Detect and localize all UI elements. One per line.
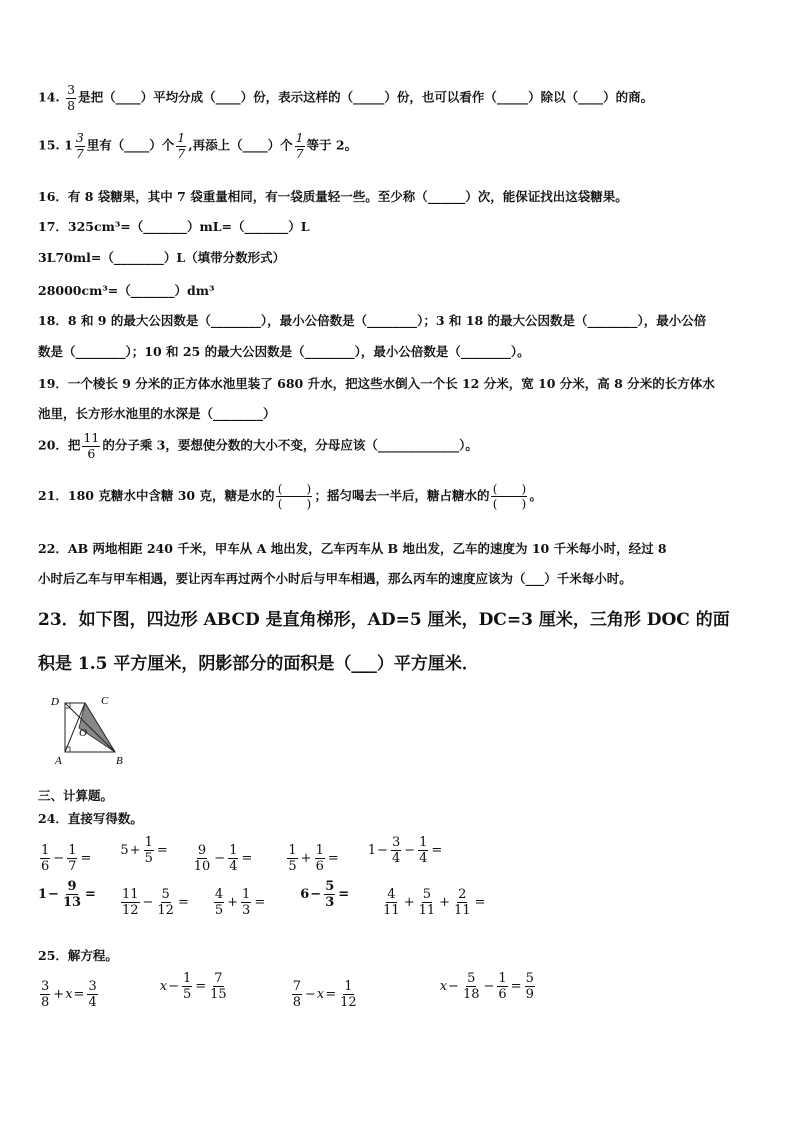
denominator: 6 (498, 987, 507, 1002)
fraction (525, 972, 535, 1001)
operator: − (142, 895, 154, 910)
fraction (214, 888, 224, 917)
answer-fraction-blank[interactable] (491, 483, 527, 510)
answer-fraction-blank[interactable] (276, 483, 312, 510)
denominator: 8 (292, 995, 301, 1010)
denominator: 4 (229, 859, 238, 874)
denominator: 12 (121, 903, 139, 918)
denominator: 5 (288, 859, 297, 874)
expression (212, 888, 266, 917)
numerator: 5 (467, 971, 476, 986)
numerator-blank[interactable]: ( ) (277, 482, 312, 496)
fraction (287, 844, 297, 873)
question-25-title: 25．解方程。 (38, 948, 118, 963)
numerator: 1 (419, 835, 428, 850)
fraction (324, 880, 335, 909)
question-15 (38, 132, 357, 160)
whole-number: 1 (38, 887, 48, 902)
label-d: D (51, 696, 59, 708)
numerator: 4 (214, 887, 224, 902)
question-number: 14. (38, 89, 60, 105)
fraction (295, 132, 305, 160)
fraction (315, 844, 325, 873)
numerator: 2 (458, 887, 467, 902)
fraction (62, 880, 82, 909)
numerator: 3 (88, 979, 97, 994)
fraction (462, 972, 481, 1001)
fraction (241, 888, 251, 917)
question-text: 的分子乘 3，要想使分数的大小不变，分母应该（_____________）。 (102, 437, 478, 453)
fraction (87, 980, 97, 1009)
question-23-line-1: 23．如下图，四边形 ABCD 是直角梯形，AD=5 厘米，DC=3 厘米，三角形 DOC 的面 (38, 610, 730, 630)
numerator: 1 (315, 843, 324, 858)
numerator: 11 (83, 430, 100, 445)
fraction (418, 888, 437, 917)
numerator: 3 (67, 82, 76, 97)
denominator: 8 (41, 995, 50, 1010)
variable-x: x (65, 987, 73, 1002)
numerator: 1 (242, 887, 251, 902)
fraction (121, 888, 140, 917)
equals-sign: = (241, 851, 253, 866)
equation (38, 980, 100, 1009)
whole-number: 5 (120, 843, 129, 858)
label-a: A (55, 755, 62, 767)
fraction (391, 836, 401, 865)
fraction (156, 888, 175, 917)
expression (38, 844, 92, 873)
question-18-line-2: 数是（________）；10 和 25 的最大公因数是（________），最小公倍数是（________）。 (38, 344, 530, 359)
denominator: 10 (193, 859, 211, 874)
fraction (209, 972, 228, 1001)
equals-sign: = (156, 843, 168, 858)
expression (191, 844, 254, 873)
trapezoid-figure (44, 690, 134, 770)
numerator: 1 (288, 843, 297, 858)
denominator: 12 (340, 995, 357, 1010)
numerator: 1 (177, 130, 186, 145)
denominator: 4 (419, 851, 428, 866)
fraction (144, 836, 154, 865)
calc-row-2 (38, 880, 487, 917)
numerator: 5 (161, 887, 170, 902)
equation (440, 972, 537, 1001)
question-text: ,再添上（____）个 (188, 137, 293, 153)
variable-x: x (316, 987, 325, 1002)
numerator: 1 (295, 130, 304, 145)
numerator: 3 (41, 979, 50, 994)
question-24-title: 24．直接写得数。 (38, 811, 143, 826)
operator: + (403, 895, 415, 910)
operator: − (377, 843, 388, 858)
fraction (40, 980, 50, 1009)
denominator: 4 (391, 851, 401, 866)
operator: + (227, 895, 239, 910)
fraction (67, 844, 77, 873)
numerator: 7 (214, 971, 223, 986)
denominator: 7 (68, 859, 77, 874)
numerator: 11 (121, 887, 139, 902)
question-text: 20．把 (38, 437, 81, 453)
numerator: 1 (144, 835, 153, 850)
expression (285, 844, 339, 873)
denominator: 5 (144, 851, 153, 866)
question-19-line-2: 池里，长方形水池里的水深是（________） (38, 406, 276, 421)
operator: − (304, 987, 316, 1002)
fraction (453, 888, 472, 917)
expression (119, 888, 190, 917)
numerator: 7 (292, 979, 301, 994)
fraction (176, 132, 186, 160)
operator: + (300, 851, 312, 866)
label-b: B (116, 755, 123, 767)
whole-number: 1 (64, 137, 73, 153)
denominator: 11 (418, 903, 436, 918)
denominator: 11 (383, 903, 400, 918)
denominator: 5 (182, 987, 192, 1002)
equals-sign: = (80, 851, 92, 866)
question-text: 21．180 克糖水中含糖 30 克，糖是水的 (38, 488, 275, 503)
denominator-blank[interactable]: ( ) (492, 497, 527, 511)
denominator: 8 (67, 97, 76, 113)
equals-sign: = (431, 843, 443, 858)
question-21 (38, 483, 542, 510)
fraction (228, 844, 238, 873)
fraction (193, 844, 212, 873)
denominator: 15 (210, 987, 227, 1002)
denominator: 18 (462, 987, 480, 1002)
denominator: 7 (295, 145, 304, 161)
question-text: 里有（____）个 (86, 137, 175, 153)
expression (300, 880, 350, 909)
operator: − (404, 843, 416, 858)
numerator-blank[interactable]: ( ) (492, 482, 527, 496)
fraction (418, 836, 428, 865)
question-22-line-2: 小时后乙车与甲车相遇，要让丙车再过两个小时后与甲车相遇，那么丙车的速度应该为（___）千米每小时。 (38, 571, 632, 586)
equals-sign: = (474, 895, 486, 910)
numerator: 5 (525, 971, 534, 986)
question-22-line-1: 22．AB 两地相距 240 千米，甲车从 A 地出发，乙车丙车从 B 地出发，乙车的速度为 10 千米每小时，经过 8 (38, 541, 667, 556)
equals-sign: = (195, 979, 207, 994)
numerator: 5 (422, 887, 431, 902)
numerator: 9 (197, 843, 207, 858)
variable-x: x (439, 979, 448, 994)
operator: − (48, 887, 59, 902)
label-c: C (101, 695, 109, 707)
fraction (497, 972, 507, 1001)
label-o: O (79, 727, 87, 739)
denominator: 3 (242, 903, 251, 918)
equals-sign: = (254, 895, 266, 910)
denominator: 12 (157, 903, 174, 918)
fraction (75, 132, 85, 160)
equals-sign: = (85, 887, 96, 902)
operator: − (448, 979, 459, 994)
question-18-line-1: 18．8 和 9 的最大公因数是（________），最小公倍数是（________）；3 和 18 的最大公因数是（________），最小公倍 (38, 313, 707, 328)
equals-sign: = (325, 987, 337, 1002)
equals-sign: = (327, 851, 339, 866)
denominator: 13 (62, 895, 82, 910)
variable-x: x (159, 979, 168, 994)
question-17-line-2: 3L70ml=（________）L（填带分数形式） (38, 250, 286, 265)
numerator: 3 (391, 835, 401, 850)
equation-row (38, 972, 537, 1009)
fraction (339, 980, 358, 1009)
fraction (40, 844, 50, 873)
numerator: 3 (75, 130, 84, 145)
question-17-line-3: 28000cm³=（_______）dm³ (38, 283, 215, 298)
numerator: 1 (68, 843, 77, 858)
fraction (382, 888, 401, 917)
equals-sign: = (510, 979, 522, 994)
numerator: 5 (325, 879, 335, 894)
numerator: 9 (67, 879, 77, 894)
question-16: 16．有 8 袋糖果，其中 7 袋重量相同，有一袋质量轻一些。至少称（______）次，能保证找出这袋糖果。 (38, 189, 628, 204)
calc-row-1 (38, 836, 443, 873)
denominator: 6 (87, 445, 96, 461)
denominator: 7 (177, 145, 186, 161)
question-text: 是把（____）平均分成（____）份，表示这样的（_____）份，也可以看作（_____）除以（____）的商。 (78, 89, 654, 105)
operator: − (483, 979, 495, 994)
numerator: 1 (229, 843, 238, 858)
expression (368, 836, 444, 865)
fraction (182, 972, 192, 1001)
numerator: 4 (387, 887, 396, 902)
numerator: 1 (498, 971, 507, 986)
question-text: 。 (529, 488, 542, 503)
question-number: 15. (38, 137, 60, 153)
operator: − (214, 851, 226, 866)
question-19-line-1: 19．一个棱长 9 分米的正方体水池里装了 680 升水，把这些水倒入一个长 12 分米，宽 10 分米，高 8 分米的长方体水 (38, 376, 715, 391)
operator: − (53, 851, 65, 866)
whole-number: 1 (367, 843, 377, 858)
question-14 (38, 84, 653, 112)
numerator: 1 (344, 979, 353, 994)
question-text: ；摇匀喝去一半后，糖占糖水的 (314, 488, 490, 503)
operator: + (439, 895, 451, 910)
denominator: 3 (325, 895, 335, 910)
equals-sign: = (73, 987, 85, 1002)
question-text: 等于 2。 (306, 137, 358, 153)
denominator: 6 (41, 859, 50, 874)
equals-sign: = (177, 895, 189, 910)
fraction (66, 84, 76, 112)
equation (160, 972, 230, 1001)
denominator: 6 (315, 859, 324, 874)
section-3-title: 三、计算题。 (38, 788, 114, 803)
numerator: 1 (41, 843, 50, 858)
denominator: 4 (88, 995, 97, 1010)
question-23-line-2: 积是 1.5 平方厘米，阴影部分的面积是（___）平方厘米． (38, 654, 479, 674)
operator: − (168, 979, 179, 994)
whole-number: 6 (300, 887, 310, 902)
denominator: 11 (454, 903, 471, 918)
expression (120, 836, 168, 865)
question-20 (38, 432, 478, 460)
expression (380, 888, 486, 917)
denominator: 9 (525, 987, 534, 1002)
operator: + (53, 987, 65, 1002)
fraction (292, 980, 302, 1009)
fraction (82, 432, 100, 460)
equation (290, 980, 360, 1009)
equals-sign: = (338, 887, 350, 902)
numerator: 1 (182, 971, 192, 986)
question-17-line-1: 17．325cm³=（_______）mL=（_______）L (38, 219, 310, 234)
operator: − (310, 887, 322, 902)
denominator-blank[interactable]: ( ) (277, 497, 312, 511)
denominator: 7 (75, 145, 84, 161)
denominator: 5 (214, 903, 224, 918)
expression (38, 880, 97, 909)
operator: + (129, 843, 141, 858)
